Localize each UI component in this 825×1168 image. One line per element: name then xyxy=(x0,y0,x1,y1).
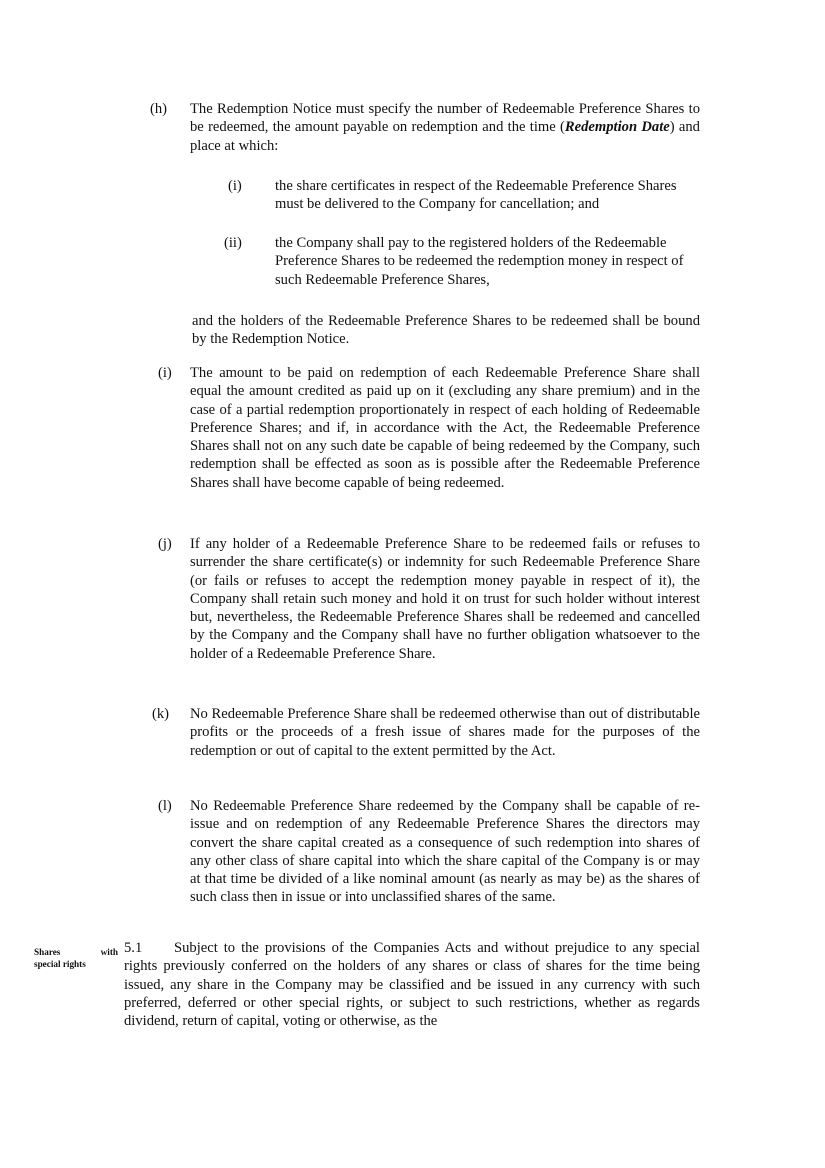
redemption-date-term: Redemption Date xyxy=(564,119,670,136)
clause-k-label: (k) xyxy=(152,706,170,722)
clause-h-sub-i-label: (i) xyxy=(228,178,242,194)
clause-k-text: No Redeemable Preference Share shall be redeemed otherwise than out of distributable profits or the proceeds of a fresh issue of shares made for the purposes of the redemption or out of capital to the extent permitted by the Act. xyxy=(190,706,700,759)
clause-i-label: (i) xyxy=(158,365,172,381)
section-5-1-text: Subject to the provisions of the Companies Acts and without prejudice to any special rights previously conferred on the holders of any shares or class of shares for the time being issued, any share in the Company may be classified and be issued in any currency with such preferred, deferred or other special rights, or subject to such restrictions, whether as regards dividend, return of capital, voting or otherwise, as the xyxy=(124,940,700,1030)
clause-h-sub-ii-text: the Company shall pay to the registered holders of the Redeemable Preference Shares to be redeemed the redemption money in respect of such Redeemable Preference Shares, xyxy=(275,235,684,288)
side-heading-line-2: special rights xyxy=(34,959,86,969)
clause-i-text: The amount to be paid on redemption of each Redeemable Preference Share shall equal the amount credited as paid up on it (excluding any share premium) and in the case of a partial redemption proportionately in respect of each holding of Redeemable Preference Shares; and if, in accordance with the Act, the Redeemable Preference Shares shall not on any such date be capable of being redeemed by the Company, such redemption shall be effected as soon as is possible after the Redeemable Preference Shares shall have become capable of being redeemed. xyxy=(190,365,700,491)
clause-j-label: (j) xyxy=(158,536,172,552)
clause-h-sub-ii-label: (ii) xyxy=(224,235,242,251)
clause-l-label: (l) xyxy=(158,798,172,814)
clause-h-text-before: The Redemption Notice must specify the number of Redeemable Preference Shares to be redeemed, the amount payable on redemption and the time ( xyxy=(190,101,700,136)
clause-h-text xyxy=(190,100,700,155)
clause-l-text: No Redeemable Preference Share redeemed by the Company shall be capable of re-issue and on redemption of any Redeemable Preference Shares the directors may convert the share capital created as a consequence of such redemption into shares of any other class of share capital into which the share capital of the Company is or may at that time be divided of a like nominal amount (as nearly as may be) as the shares of such class then in issue or into unclassified shares of the same. xyxy=(190,798,700,906)
clause-h-sub-i-text: the share certificates in respect of the Redeemable Preference Shares must be delivered to the Company for cancellation; and xyxy=(275,178,677,213)
clause-h-text-after: ) and place at which: xyxy=(190,119,700,154)
clause-j-text: If any holder of a Redeemable Preference Share to be redeemed fails or refuses to surrender the share certificate(s) or indemnity for such Redeemable Preference Share (or fails or refuses to accept the redemption money payable in respect of it), the Company shall retain such money and hold it on trust for such holder without interest but, nevertheless, the Redeemable Preference Shares shall be redeemed and cancelled by the Company and the Company shall have no further obligation whatsoever to the holder of a Redeemable Preference Share. xyxy=(190,536,700,662)
side-heading-shares-with-special-rights xyxy=(34,946,118,970)
clause-h-closing: and the holders of the Redeemable Preference Shares to be redeemed shall be bound by the Redemption Notice. xyxy=(192,313,700,348)
side-heading-line-1: Shares with xyxy=(34,947,118,957)
clause-h-label: (h) xyxy=(150,101,168,117)
section-5-1-number: 5.1 xyxy=(124,940,143,956)
